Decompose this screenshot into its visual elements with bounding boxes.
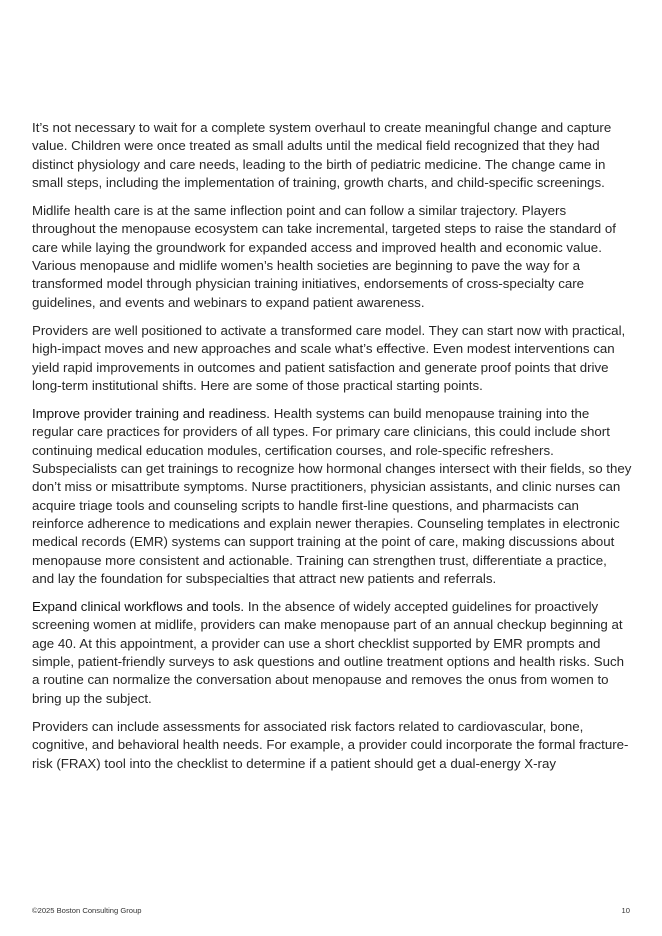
paragraph-4-text: Health systems can build menopause training into the regular care practices for providers of all types. For primary care clinicians, this could include short continuing medical education modules, certification courses, and role-specific refreshers. Subspecialists can get trainings to recognize how hormonal changes intersect with their fields, so they don’t miss or misattribute symptoms. Nurse practitioners, physician assistants, and clinic nurses can acquire triage tools and counseling scripts to handle first-line questions, and pharmacists can reinforce adherence to medications and explain newer therapies. Counseling templates in electronic medical records (EMR) systems can support training at the point of care, making discussions about menopause more consistent and actionable. Training can strengthen trust, differentiate a practice, and lay the foundation for subspecialties that attract new patients and referrals.	[32, 406, 632, 586]
paragraph-3-text: Providers are well positioned to activate a transformed care model. They can start now with practical, high-impact moves and new approaches and scale what’s effective. Even modest interventions can yield rapid improvements in outcomes and patient satisfaction and generate proof points that drive long-term institutional shifts. Here are some of those practical starting points.	[32, 322, 626, 393]
paragraph-1	[32, 119, 632, 192]
paragraph-6	[32, 718, 632, 773]
paragraph-4-lead: Improve provider training and readiness.	[32, 406, 270, 422]
document-body	[32, 119, 632, 783]
paragraph-5-text: In the absence of widely accepted guidelines for proactively screening women at midlife, providers can make menopause part of an annual checkup beginning at age 40. At this appointment, a provider can use a short checklist supported by EMR prompts and simple, patient-friendly surveys to ask questions and outline treatment options and health risks. Such a routine can normalize the conversation about menopause and removes the onus from women to bring up the subject.	[32, 599, 625, 706]
paragraph-3	[32, 322, 632, 395]
paragraph-4	[32, 405, 632, 588]
paragraph-2	[32, 202, 632, 312]
paragraph-5	[32, 598, 632, 708]
paragraph-1-text: It’s not necessary to wait for a complete system overhaul to create meaningful change and capture value. Children were once treated as small adults until the medical field recognized that they had distinct physiology and care needs, leading to the birth of pediatric medicine. The change came in small steps, including the implementation of training, growth charts, and child-specific screenings.	[32, 120, 612, 190]
footer-copyright: ©2025 Boston Consulting Group	[32, 906, 142, 915]
page-number: 10	[621, 906, 630, 915]
paragraph-6-text: Providers can include assessments for associated risk factors related to cardiovascular, bone, cognitive, and behavioral health needs. For example, a provider could incorporate the formal fracture-risk (FRAX) tool into the checklist to determine if a patient should get a dual-energy X-ray	[32, 718, 629, 771]
paragraph-5-lead: Expand clinical workflows and tools.	[32, 599, 245, 615]
paragraph-2-text: Midlife health care is at the same inflection point and can follow a similar trajectory. Players throughout the menopause ecosystem can take incremental, targeted steps to raise the standard of care while laying the groundwork for expanded access and improved health and economic value. Various menopause and midlife women’s health societies are beginning to pave the way for a transformed model through physician training initiatives, endorsements of cross-specialty care guidelines, and events and webinars to expand patient awareness.	[32, 203, 616, 310]
